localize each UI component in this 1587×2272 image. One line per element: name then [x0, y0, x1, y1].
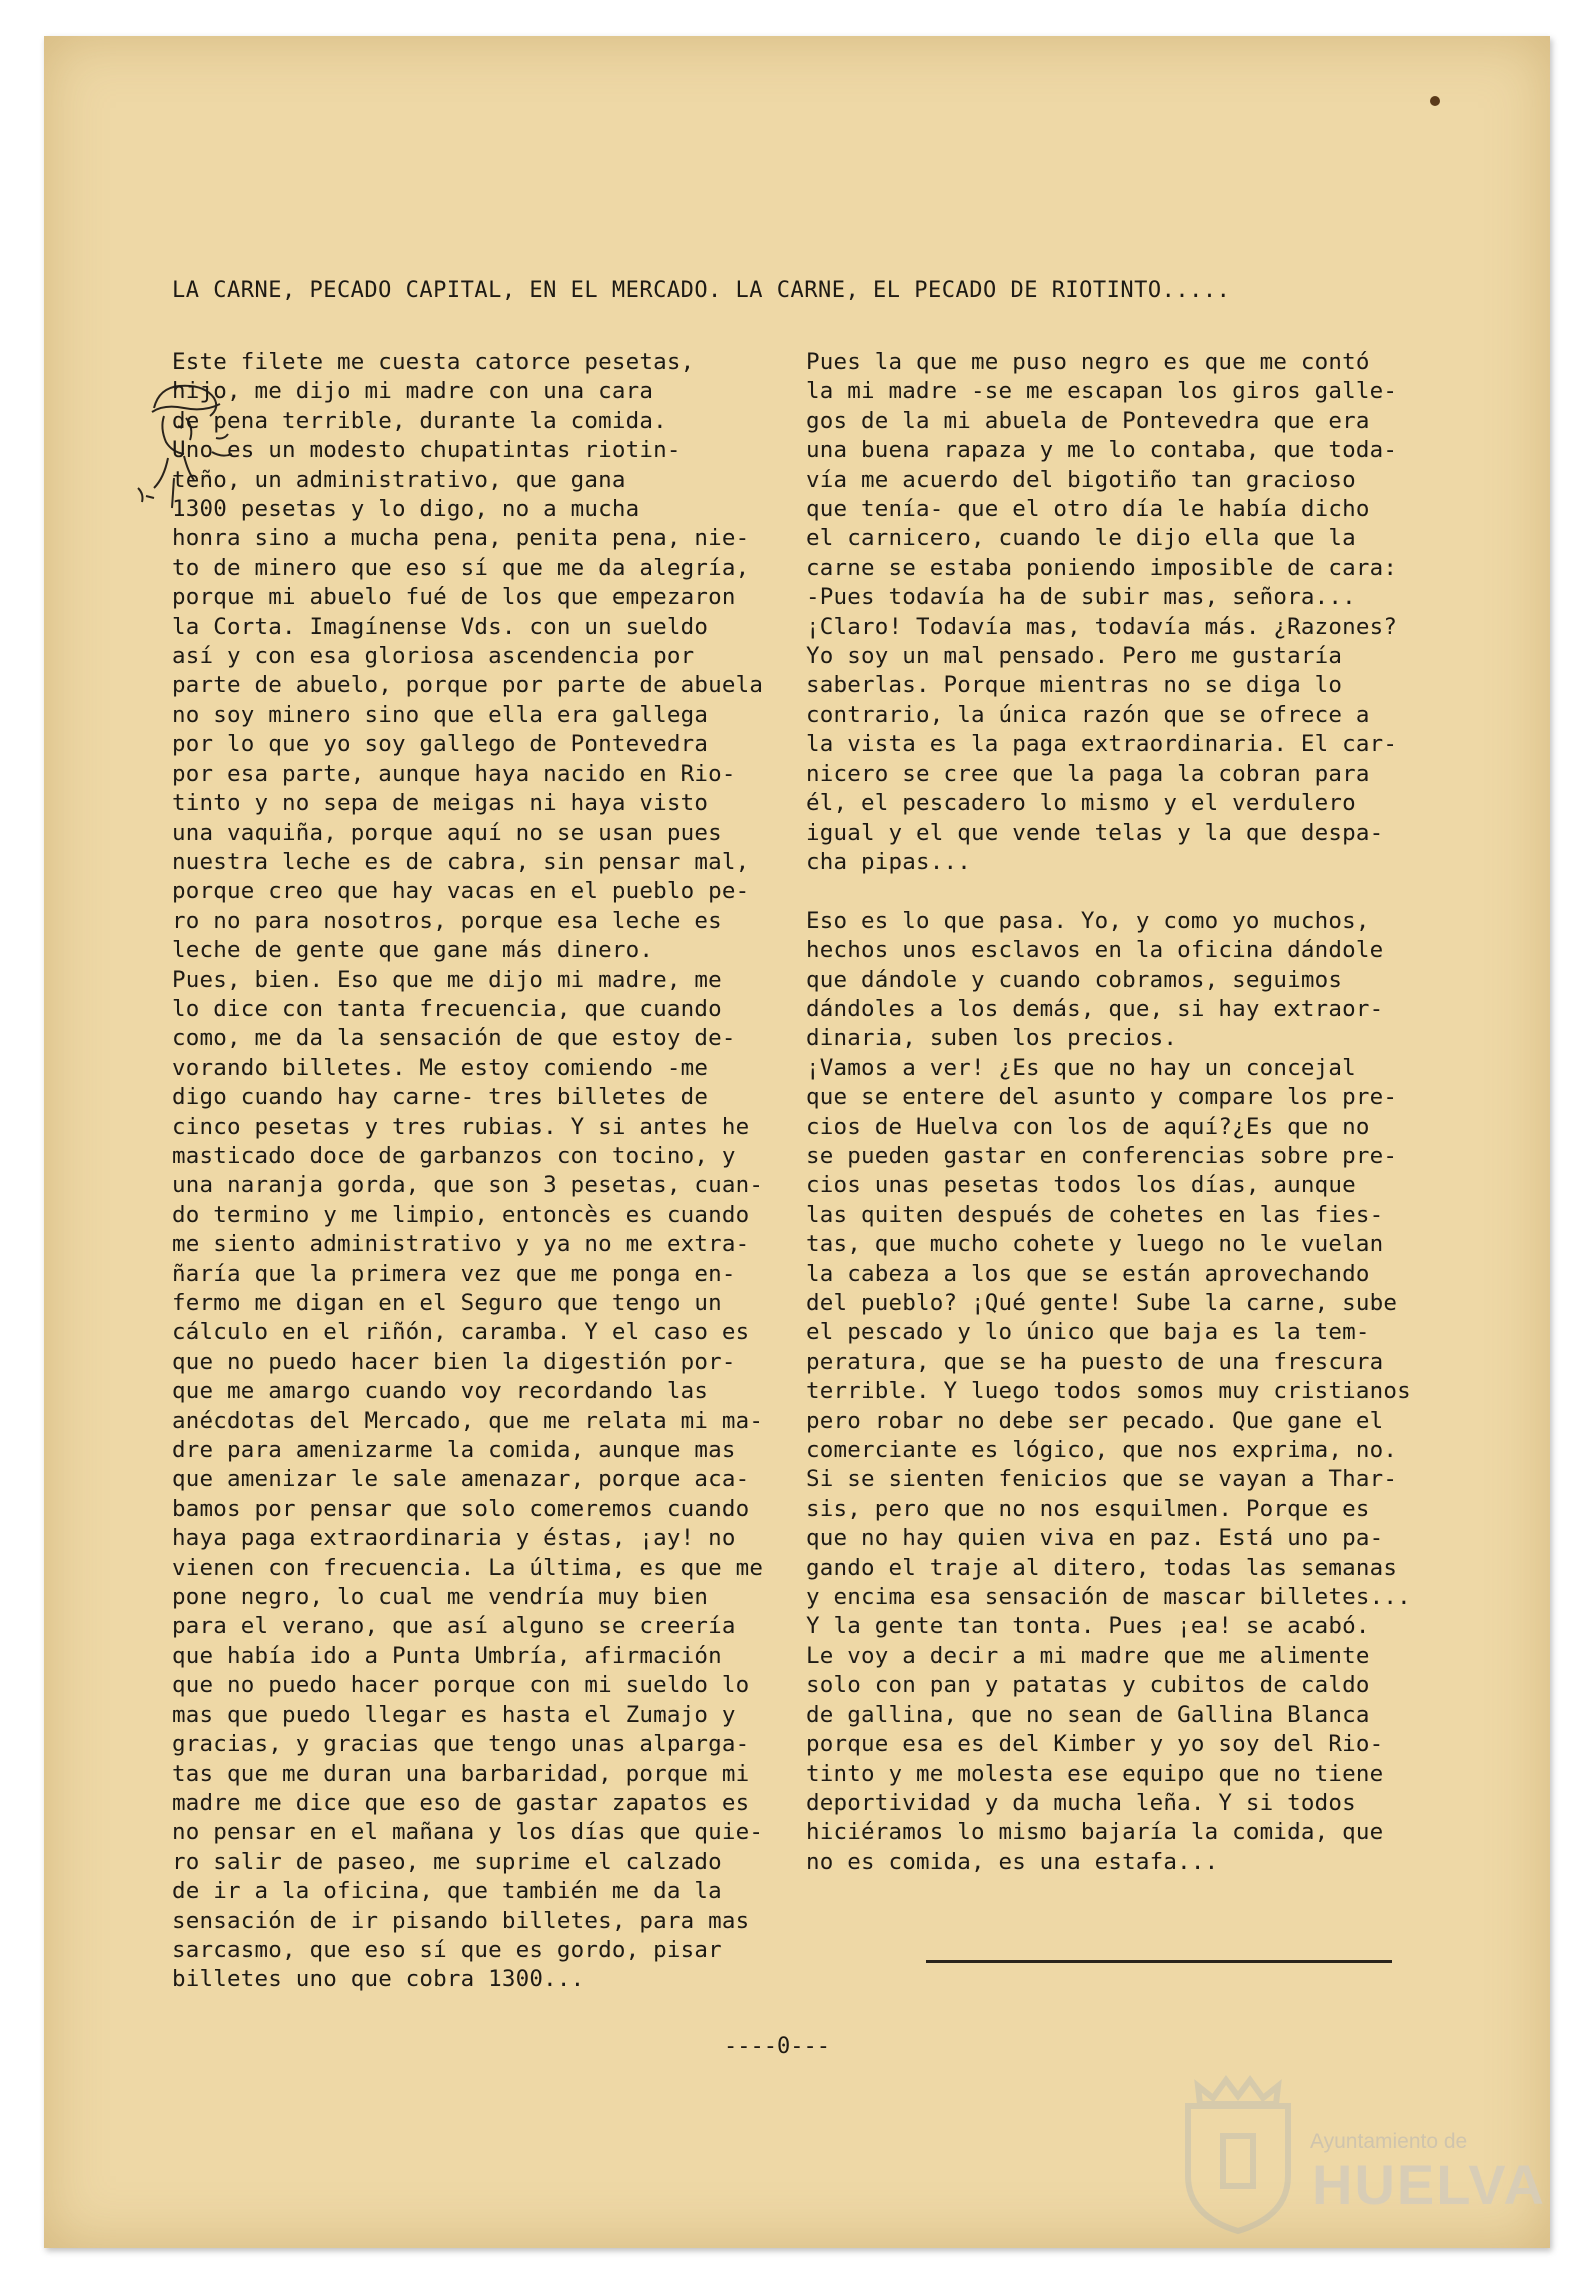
watermark-line2: HUELVA — [1312, 2153, 1546, 2216]
text-line: Uno es un modesto chupatintas riotin- — [172, 437, 681, 464]
text-line: no es comida, es una estafa... — [806, 1848, 1219, 1875]
text-line: madre me dice que eso de gastar zapatos es — [172, 1789, 750, 1816]
text-line: nuestra leche es de cabra, sin pensar mal, — [172, 848, 750, 875]
text-line: Eso es lo que pasa. Yo, y como yo muchos, — [806, 907, 1370, 934]
text-line: ro salir de paseo, me suprime el calzado — [172, 1848, 722, 1875]
text-line: vorando billetes. Me estoy comiendo -me — [172, 1054, 709, 1081]
text-line: Yo soy un mal pensado. Pero me gustaría — [806, 643, 1343, 670]
text-line: Le voy a decir a mi madre que me alimente — [806, 1642, 1370, 1669]
text-line: haya paga extraordinaria y éstas, ¡ay! no — [172, 1525, 736, 1552]
text-line: anécdotas del Mercado, que me relata mi ma- — [172, 1407, 764, 1434]
text-line: que no puedo hacer bien la digestión por- — [172, 1348, 736, 1375]
text-line: deportividad y da mucha leña. Y si todos — [806, 1789, 1356, 1816]
text-line: no pensar en el mañana y los días que quie- — [172, 1819, 764, 1846]
text-line: que no puedo hacer porque con mi sueldo lo — [172, 1672, 750, 1699]
text-line: tinto y no sepa de meigas ni haya visto — [172, 790, 709, 817]
text-line: solo con pan y patatas y cubitos de caldo — [806, 1672, 1370, 1699]
text-line: de ir a la oficina, que también me da la — [172, 1878, 722, 1905]
text-line: ¡Vamos a ver! ¿Es que no hay un concejal — [806, 1054, 1356, 1081]
text-line: que amenizar le sale amenazar, porque aca- — [172, 1466, 750, 1493]
text-line: Pues la que me puso negro es que me contó — [806, 349, 1370, 375]
text-line: to de minero que eso sí que me da alegría, — [172, 554, 750, 581]
text-line: sis, pero que no nos esquilmen. Porque es — [806, 1495, 1370, 1522]
text-line: porque creo que hay vacas en el pueblo pe- — [172, 878, 750, 905]
text-line: sensación de ir pisando billetes, para mas — [172, 1907, 750, 1934]
text-line: de gallina, que no sean de Gallina Blanca — [806, 1701, 1370, 1728]
text-line: peratura, que se ha puesto de una frescura — [806, 1348, 1384, 1375]
text-line: teño, un administrativo, que gana — [172, 466, 626, 493]
text-line: el pescado y lo único que baja es la tem- — [806, 1319, 1370, 1346]
text-line: do termino y me limpio, entoncès es cuando — [172, 1201, 750, 1228]
text-line: ro no para nosotros, porque esa leche es — [172, 907, 722, 934]
text-line: por esa parte, aunque haya nacido en Rio- — [172, 760, 736, 787]
text-line: pone negro, lo cual me vendría muy bien — [172, 1584, 709, 1611]
text-line: que tenía- que el otro día le había dicho — [806, 496, 1370, 523]
text-line: para el verano, que así alguno se creería — [172, 1613, 736, 1640]
text-line: gos de la mi abuela de Pontevedra que era — [806, 407, 1370, 434]
text-line: gracias, y gracias que tengo unas alparga- — [172, 1731, 750, 1758]
text-line: tas que me duran una barbaridad, porque mi — [172, 1760, 750, 1787]
text-line: por lo que yo soy gallego de Pontevedra — [172, 731, 709, 758]
text-line: sarcasmo, que eso sí que es gordo, pisar — [172, 1936, 722, 1963]
text-line: masticado doce de garbanzos con tocino, y — [172, 1142, 736, 1169]
text-line: la Corta. Imagínense Vds. con un sueldo — [172, 613, 709, 640]
text-line: igual y el que vende telas y la que despa- — [806, 819, 1384, 846]
text-line: gando el traje al ditero, todas las semanas — [806, 1554, 1398, 1581]
text-line: pero robar no debe ser pecado. Que gane el — [806, 1407, 1384, 1434]
text-line: las quiten después de cohetes en las fies- — [806, 1201, 1384, 1228]
text-line: dre para amenizarme la comida, aunque mas — [172, 1437, 736, 1464]
text-line — [806, 877, 1446, 906]
text-line: saberlas. Porque mientras no se diga lo — [806, 672, 1343, 699]
crest-watermark-icon — [1168, 2066, 1308, 2236]
text-line: Si se sienten fenicios que se vayan a Thar- — [806, 1466, 1398, 1493]
text-line: hijo, me dijo mi madre con una cara — [172, 378, 654, 405]
text-line: carne se estaba poniendo imposible de cara: — [806, 554, 1398, 581]
text-line: dinaria, suben los precios. — [806, 1025, 1178, 1052]
text-line: una naranja gorda, que son 3 pesetas, cuan- — [172, 1172, 764, 1199]
text-line: cios de Huelva con los de aquí?¿Es que no — [806, 1113, 1370, 1140]
text-line: que dándole y cuando cobramos, seguimos — [806, 966, 1343, 993]
text-line: comerciante es lógico, que nos exprima, no. — [806, 1437, 1398, 1464]
text-line: 1300 pesetas y lo digo, no a mucha — [172, 496, 640, 523]
text-line: como, me da la sensación de que estoy de- — [172, 1025, 736, 1052]
article-title: LA CARNE, PECADO CAPITAL, EN EL MERCADO. LA CARNE, EL PECADO DE RIOTINTO..... — [172, 278, 1231, 303]
right-column — [806, 348, 1446, 1877]
text-line: así y con esa gloriosa ascendencia por — [172, 643, 695, 670]
text-line: él, el pescadero lo mismo y el verdulero — [806, 790, 1356, 817]
text-line: -Pues todavía ha de subir mas, señora... — [806, 584, 1356, 611]
text-line: y encima esa sensación de mascar billetes... — [806, 1584, 1411, 1611]
text-line: terrible. Y luego todos somos muy cristianos — [806, 1378, 1411, 1405]
text-line: Pues, bien. Eso que me dijo mi madre, me — [172, 966, 722, 993]
text-line: vía me acuerdo del bigotiño tan gracioso — [806, 466, 1356, 493]
text-line: una buena rapaza y me lo contaba, que toda- — [806, 437, 1398, 464]
text-line: la mi madre -se me escapan los giros galle- — [806, 378, 1398, 405]
closing-rule — [926, 1960, 1392, 1963]
left-column — [172, 348, 792, 1995]
text-line: honra sino a mucha pena, penita pena, nie- — [172, 525, 750, 552]
text-line: cinco pesetas y tres rubias. Y si antes he — [172, 1113, 750, 1140]
text-line: la vista es la paga extraordinaria. El car- — [806, 731, 1398, 758]
text-line: cha pipas... — [806, 848, 971, 875]
text-line: lo dice con tanta frecuencia, que cuando — [172, 995, 722, 1022]
text-line: cálculo en el riñón, caramba. Y el caso es — [172, 1319, 750, 1346]
text-line: hechos unos esclavos en la oficina dándole — [806, 937, 1384, 964]
text-line: que no hay quien viva en paz. Está uno pa- — [806, 1525, 1384, 1552]
watermark-line1: Ayuntamiento de — [1310, 2130, 1468, 2153]
text-line: leche de gente que gane más dinero. — [172, 937, 654, 964]
text-line: Y la gente tan tonta. Pues ¡ea! se acabó. — [806, 1613, 1370, 1640]
text-line: que se entere del asunto y compare los pre- — [806, 1084, 1398, 1111]
text-line: tinto y me molesta ese equipo que no tiene — [806, 1760, 1384, 1787]
ink-spot — [1430, 96, 1440, 106]
text-line: digo cuando hay carne- tres billetes de — [172, 1084, 709, 1111]
text-line: parte de abuelo, porque por parte de abuela — [172, 672, 764, 699]
text-line: nicero se cree que la paga la cobran para — [806, 760, 1370, 787]
text-line: del pueblo? ¡Qué gente! Sube la carne, sube — [806, 1290, 1398, 1316]
text-line: fermo me digan en el Seguro que tengo un — [172, 1290, 722, 1316]
page-marker: ----0--- — [724, 2034, 830, 2059]
text-line: vienen con frecuencia. La última, es que me — [172, 1554, 764, 1581]
text-line: dándoles a los demás, que, si hay extraor- — [806, 995, 1384, 1022]
text-line: tas, que mucho cohete y luego no le vuelan — [806, 1231, 1384, 1258]
text-line: me siento administrativo y ya no me extra- — [172, 1231, 750, 1258]
text-line: que había ido a Punta Umbría, afirmación — [172, 1642, 722, 1669]
text-line: no soy minero sino que ella era gallega — [172, 701, 709, 728]
text-line: hiciéramos lo mismo bajaría la comida, que — [806, 1819, 1384, 1846]
text-line: ñaría que la primera vez que me ponga en- — [172, 1260, 736, 1287]
text-line: una vaquiña, porque aquí no se usan pues — [172, 819, 722, 846]
text-line: porque esa es del Kimber y yo soy del Rio- — [806, 1731, 1384, 1758]
text-line: la cabeza a los que se están aprovechando — [806, 1260, 1370, 1287]
text-line: porque mi abuelo fué de los que empezaron — [172, 584, 736, 611]
text-line: que me amargo cuando voy recordando las — [172, 1378, 709, 1405]
text-line: billetes uno que cobra 1300... — [172, 1966, 585, 1993]
text-line: de pena terrible, durante la comida. — [172, 407, 667, 434]
text-line: contrario, la única razón que se ofrece a — [806, 701, 1370, 728]
text-line: cios unas pesetas todos los días, aunque — [806, 1172, 1356, 1199]
text-line: el carnicero, cuando le dijo ella que la — [806, 525, 1356, 552]
text-line: bamos por pensar que solo comeremos cuando — [172, 1495, 750, 1522]
text-line: Este filete me cuesta catorce pesetas, — [172, 349, 695, 375]
text-line: mas que puedo llegar es hasta el Zumajo y — [172, 1701, 736, 1728]
text-line: ¡Claro! Todavía mas, todavía más. ¿Razones? — [806, 613, 1398, 640]
text-line: se pueden gastar en conferencias sobre pre- — [806, 1142, 1398, 1169]
